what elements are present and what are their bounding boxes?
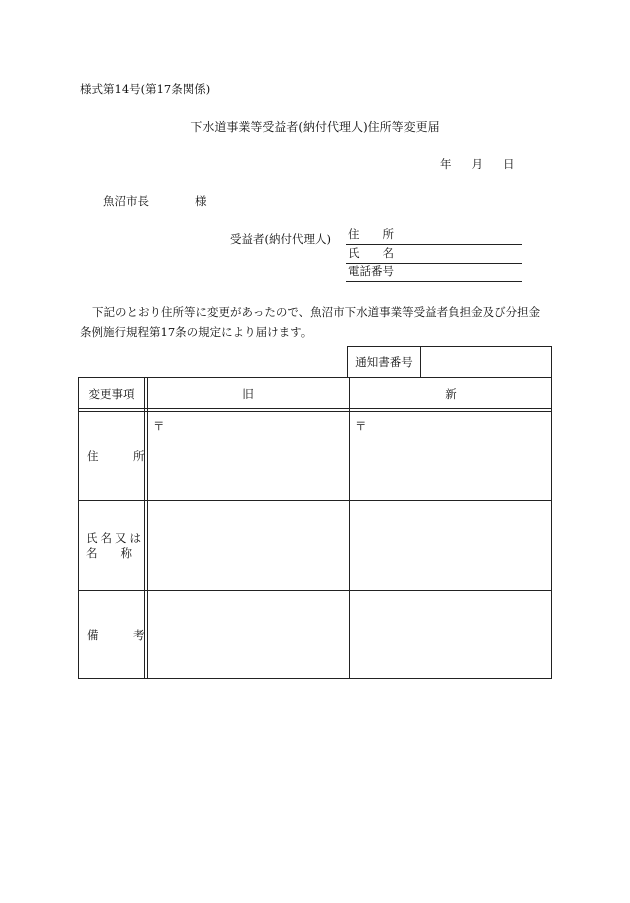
applicant-phone-label: 電話番号 bbox=[348, 264, 394, 278]
addressee bbox=[103, 193, 207, 209]
new-address-field[interactable] bbox=[350, 412, 552, 499]
applicant-label: 受益者(納付代理人) bbox=[230, 232, 331, 246]
addressee-name: 魚沼市長 bbox=[103, 194, 149, 208]
change-table bbox=[78, 377, 552, 679]
applicant-address-field[interactable] bbox=[346, 227, 522, 245]
postal-mark-old: 〒 bbox=[153, 419, 165, 433]
row-label-name-line1: 氏名又は bbox=[86, 531, 144, 545]
date-month-label: 月 bbox=[471, 157, 483, 171]
header-new: 新 bbox=[445, 387, 457, 401]
old-name-field[interactable] bbox=[148, 501, 348, 589]
body-text-content: 下記のとおり住所等に変更があったので、魚沼市下水道事業等受益者負担金及び分担金条例施行規程第17条の規定により届けます。 bbox=[80, 305, 541, 339]
applicant-phone-field[interactable] bbox=[346, 264, 522, 282]
date-day-label: 日 bbox=[503, 157, 515, 171]
old-remarks-field[interactable] bbox=[148, 591, 348, 678]
form-number: 様式第14号(第17条関係) bbox=[80, 82, 211, 96]
notice-number-label: 通知書番号 bbox=[348, 347, 421, 377]
new-remarks-field[interactable] bbox=[350, 591, 552, 678]
date-year-label: 年 bbox=[440, 157, 452, 171]
row-label-name-line2: 名 称 bbox=[86, 546, 132, 560]
notice-number-field[interactable] bbox=[421, 347, 551, 377]
applicant-name-field[interactable] bbox=[346, 246, 522, 264]
header-change-item: 変更事項 bbox=[88, 387, 135, 401]
applicant-address-label: 住 所 bbox=[348, 227, 394, 241]
new-name-field[interactable] bbox=[350, 501, 552, 589]
row-label-remarks: 備 考 bbox=[87, 628, 145, 642]
notice-number-box bbox=[347, 346, 552, 378]
header-old: 旧 bbox=[242, 387, 254, 401]
table-row-divider bbox=[79, 408, 551, 409]
applicant-name-label: 氏 名 bbox=[348, 246, 394, 260]
date-line bbox=[440, 156, 515, 172]
row-label-address: 住 所 bbox=[87, 449, 145, 463]
document-title: 下水道事業等受益者(納付代理人)住所等変更届 bbox=[190, 120, 440, 134]
postal-mark-new: 〒 bbox=[355, 419, 367, 433]
old-address-field[interactable] bbox=[148, 412, 348, 499]
addressee-honorific: 様 bbox=[195, 194, 207, 208]
body-text bbox=[80, 302, 550, 342]
